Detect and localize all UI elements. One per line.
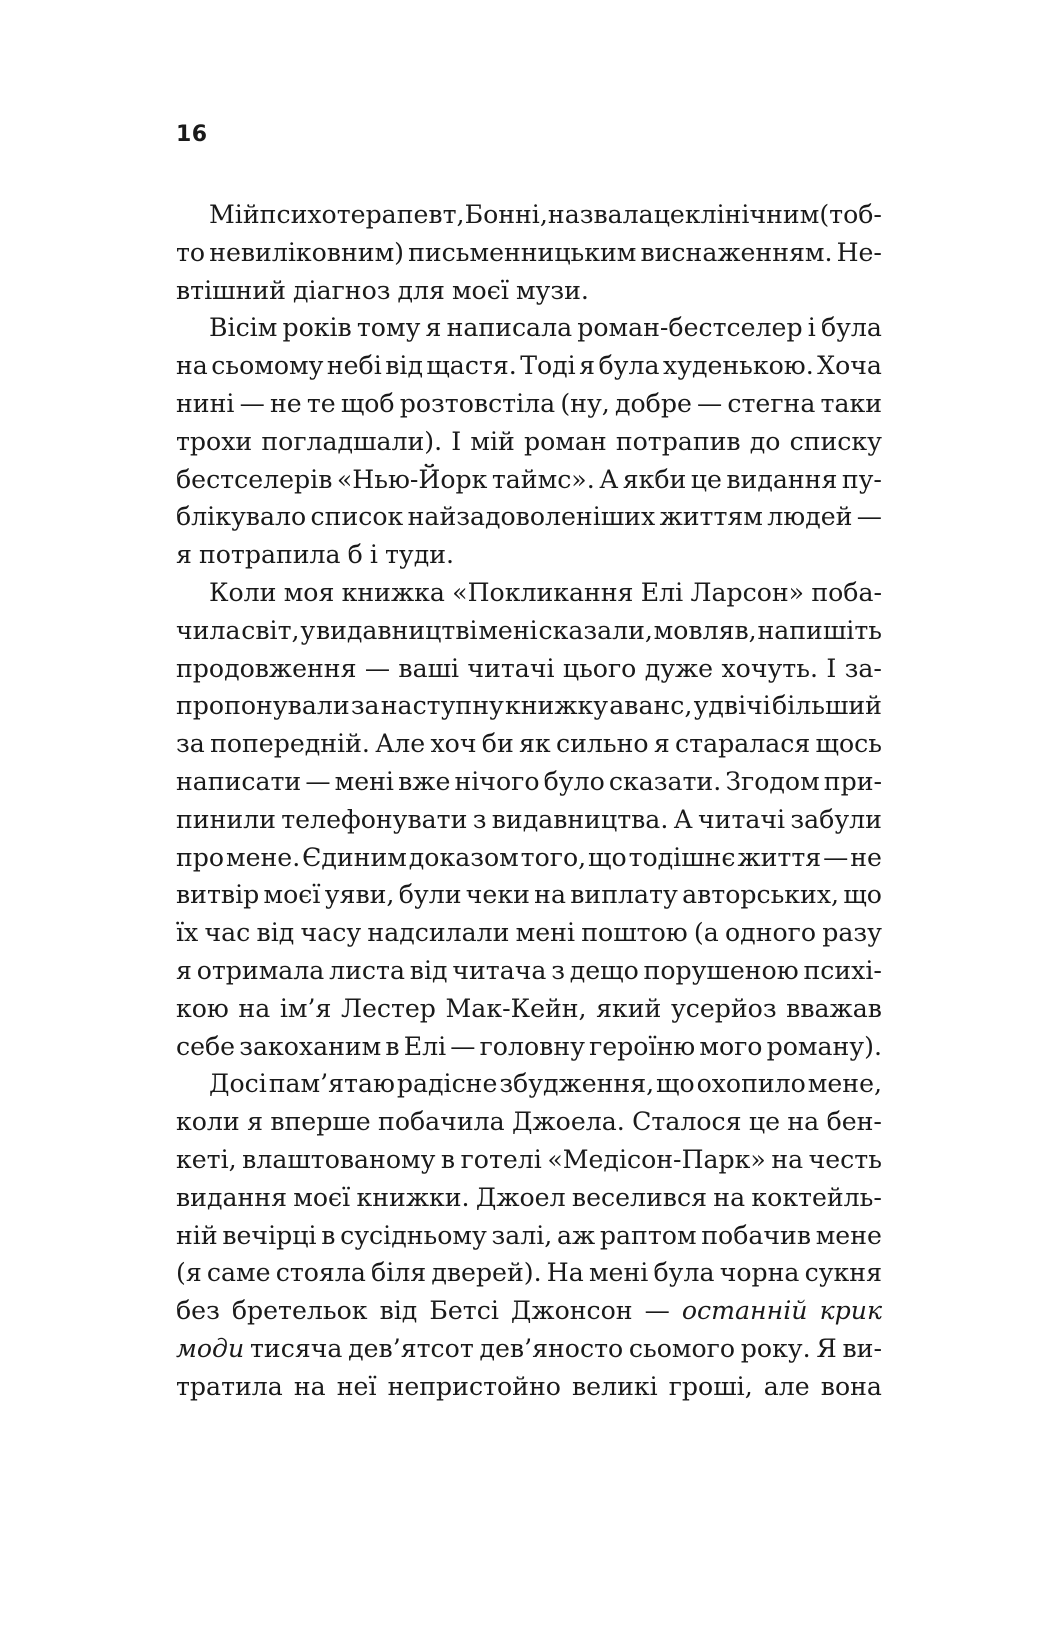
word: моєї [293, 1182, 351, 1212]
word: психі- [803, 955, 882, 985]
word: авторських, [682, 880, 840, 910]
word: то [176, 237, 206, 267]
word: Мак-Кейн, [445, 993, 587, 1023]
word: на [713, 1182, 746, 1212]
word: мене [815, 1220, 882, 1250]
word: — [239, 388, 265, 418]
text-line [176, 990, 882, 1028]
text-line [176, 423, 882, 461]
word: себе [176, 1031, 236, 1061]
word: це [690, 464, 722, 494]
word: мені [478, 615, 538, 645]
word: що [656, 1069, 695, 1099]
word: було [543, 766, 605, 796]
word: читачі [698, 804, 786, 834]
word: саме [206, 1258, 271, 1288]
word: більший [772, 691, 882, 721]
word: головну [479, 1031, 585, 1061]
word: залі, [491, 1220, 553, 1250]
word: бестселерів [176, 464, 333, 494]
word: крик [819, 1296, 882, 1326]
word: мені [515, 918, 576, 948]
word: список [310, 502, 404, 532]
word: роману). [766, 1031, 882, 1061]
word: дверей). [431, 1258, 542, 1288]
word: пам’ятаю [268, 1069, 395, 1099]
word: — [450, 1031, 476, 1061]
text-line [176, 839, 882, 877]
word: того, [520, 842, 587, 872]
word: Вісім [209, 313, 278, 343]
word: ній [176, 1220, 218, 1250]
word: І [826, 653, 837, 683]
word: те [306, 388, 336, 418]
word: найзадоволеніших [407, 502, 656, 532]
word: нині [176, 388, 235, 418]
word: від [385, 351, 423, 381]
word: клінічним [684, 200, 820, 229]
word: І [451, 426, 462, 456]
word: з [551, 955, 565, 985]
word: Джонсон [510, 1296, 633, 1326]
word: часу [300, 918, 362, 948]
word: непристойно [387, 1371, 561, 1401]
word: Згодом [725, 766, 820, 796]
word: одного [725, 918, 817, 948]
word: худенькою. [662, 351, 814, 381]
word: року. [740, 1333, 811, 1363]
word: моди [176, 1333, 245, 1363]
word: біля [371, 1258, 427, 1288]
text-line [176, 725, 882, 763]
word: Елі [403, 1031, 447, 1061]
word: закоханим [239, 1031, 382, 1061]
word: сьомого [628, 1333, 736, 1363]
word: світ, [241, 615, 300, 645]
word: пу- [841, 464, 882, 494]
word: збудження, [499, 1069, 655, 1099]
text-line [176, 1368, 882, 1406]
word: таймс». [491, 464, 595, 494]
word: сильно [555, 729, 649, 759]
word: для [397, 275, 445, 305]
word: вона [820, 1371, 882, 1401]
word: були [398, 880, 462, 910]
word: — [856, 502, 882, 532]
word: в [321, 1220, 336, 1250]
word: уяви, [324, 880, 395, 910]
word: життям [659, 502, 763, 532]
word: побачив [701, 1220, 812, 1250]
word: таки [820, 388, 882, 418]
word: тому [356, 313, 421, 343]
word: з [472, 804, 487, 834]
text-line [176, 914, 882, 952]
word: Мій [209, 200, 260, 229]
text-line [176, 498, 882, 536]
word: добре [614, 388, 692, 418]
word: сказали, [538, 615, 653, 645]
text-line [176, 1330, 882, 1368]
word: пропонували [176, 691, 350, 721]
word: раптом [599, 1220, 697, 1250]
text-line [176, 196, 882, 234]
word: блікувало [176, 502, 307, 532]
word: удвічі [693, 691, 771, 721]
word: готелі [460, 1144, 542, 1174]
word: мені [588, 1258, 649, 1288]
word: (ну, [560, 388, 610, 418]
word: Джоел [475, 1182, 566, 1212]
word: мені [334, 766, 394, 796]
word: Лестер [340, 993, 436, 1023]
word: продовження [176, 653, 357, 683]
word: веселився [571, 1182, 707, 1212]
word: щоб [340, 388, 395, 418]
word: написала [446, 313, 573, 343]
word: — [364, 653, 391, 683]
word: напишіть [757, 615, 882, 645]
word: про [176, 842, 225, 872]
word: читача [452, 955, 547, 985]
word: письменницьким [408, 237, 637, 267]
word: — [305, 766, 331, 796]
word: у [300, 615, 316, 645]
word: небі [326, 351, 382, 381]
word: мене, [807, 1069, 882, 1099]
word: вже [398, 766, 451, 796]
word: мого [699, 1031, 763, 1061]
word: я [247, 1107, 263, 1137]
page-number: 16 [176, 122, 208, 147]
word: На [546, 1258, 584, 1288]
word: музи. [515, 275, 589, 305]
text-line [176, 385, 882, 423]
word: читачі [467, 653, 555, 683]
text-line [176, 574, 882, 612]
word: стегна [727, 388, 816, 418]
word: який [596, 993, 662, 1023]
word: А [673, 804, 693, 834]
word: (а [693, 918, 719, 948]
word: дуже [644, 653, 714, 683]
word: Але [375, 729, 426, 759]
word: — [644, 1296, 670, 1326]
word: Бонні, [464, 200, 548, 229]
word: психотерапевт, [259, 200, 465, 229]
word: Ларсон» [690, 577, 805, 607]
word: я [425, 313, 442, 343]
word: мене. [226, 842, 301, 872]
word: книжка [341, 577, 445, 607]
word: честь [808, 1144, 882, 1174]
word: поба- [811, 577, 882, 607]
word: років [282, 313, 352, 343]
word: чила [176, 615, 241, 645]
word: дев’яносто [479, 1333, 624, 1363]
word: надсилали [367, 918, 510, 948]
word: витвір [176, 880, 260, 910]
text-line [176, 1141, 882, 1179]
word: не [850, 842, 882, 872]
word: кеті, [176, 1144, 237, 1174]
text-line [176, 234, 882, 272]
text-line [176, 1065, 882, 1103]
word: на [176, 351, 208, 381]
text-line [176, 612, 882, 650]
word: разу [822, 918, 882, 948]
word: телефонувати [281, 804, 468, 834]
word: погладшали). [261, 426, 443, 456]
word: на [787, 1107, 820, 1137]
word: ви- [842, 1333, 882, 1363]
word: за- [844, 653, 882, 683]
word: «Нью-Йорк [336, 464, 488, 494]
word: час [204, 918, 251, 948]
word: була [653, 1258, 715, 1288]
word: Бетсі [429, 1296, 499, 1326]
word: Досі [209, 1069, 267, 1099]
text-line [176, 347, 882, 385]
word: але [763, 1371, 810, 1401]
word: видавництві [315, 615, 478, 645]
word: Джоела. [512, 1107, 625, 1137]
word: видання [176, 1182, 287, 1212]
word: чорна [719, 1258, 800, 1288]
word: в [440, 1144, 456, 1174]
word: людей [767, 502, 853, 532]
word: — [823, 842, 849, 872]
word: порушеною [643, 955, 799, 985]
word: це [748, 1107, 781, 1137]
word: побачила [378, 1107, 505, 1137]
word: потрапила [198, 540, 341, 570]
word: Сталося [632, 1107, 742, 1137]
text-line [176, 1292, 882, 1330]
word: при- [823, 766, 882, 796]
word: життя [737, 842, 822, 872]
text-line [176, 687, 882, 725]
word: чеки [465, 880, 530, 910]
word: влаштованому [242, 1144, 436, 1174]
word: на [293, 1371, 326, 1401]
word: аж [557, 1220, 596, 1250]
word: старалася [675, 729, 811, 759]
word: за [176, 729, 205, 759]
word: гроші, [668, 1371, 753, 1401]
word: вперше [270, 1107, 371, 1137]
word: видавництва. [491, 804, 669, 834]
word: попередній. [210, 729, 370, 759]
word: мій [470, 426, 515, 456]
word: кою [176, 993, 229, 1023]
word: на [238, 993, 271, 1023]
word: за [350, 691, 380, 721]
word: ім’я [279, 993, 332, 1023]
word: назвала [547, 200, 654, 229]
text-line [176, 461, 882, 499]
text-line [176, 763, 882, 801]
word: тратила [176, 1371, 283, 1401]
word: списку [789, 426, 882, 456]
word: від [409, 955, 448, 985]
word: роман-бестселер [577, 313, 803, 343]
word: що [588, 842, 627, 872]
word: виснаженням. [640, 237, 833, 267]
word: до [749, 426, 781, 456]
word: поштою [581, 918, 688, 948]
word: їх [176, 918, 199, 948]
text-line [176, 536, 882, 574]
word: від [379, 1296, 418, 1326]
word: була [820, 313, 882, 343]
word: моя [283, 577, 335, 607]
word: роман [523, 426, 607, 456]
word: ваші [398, 653, 460, 683]
word: діагноз [293, 275, 391, 305]
word: цього [562, 653, 637, 683]
word: і [807, 313, 816, 343]
text-line [176, 650, 882, 688]
word: вечірці [222, 1220, 317, 1250]
word: бретельок [231, 1296, 368, 1326]
word: я [579, 351, 596, 381]
word: тодішнє [628, 842, 736, 872]
word: сусідньому [340, 1220, 487, 1250]
word: коли [176, 1107, 240, 1137]
word: розтовстіла [399, 388, 556, 418]
word: книжку [505, 691, 609, 721]
word: це [653, 200, 685, 229]
word: я [176, 955, 192, 985]
word: Єдиним [302, 842, 407, 872]
word: від [256, 918, 295, 948]
word: нічого [454, 766, 540, 796]
word: що [843, 880, 882, 910]
word: героїню [589, 1031, 696, 1061]
word: хоч [430, 729, 477, 759]
text-line [176, 272, 882, 310]
word: була [598, 351, 660, 381]
word: «Медісон-Парк» [547, 1144, 766, 1174]
text-line [176, 1103, 882, 1141]
text-line [176, 1028, 882, 1066]
text-line [176, 876, 882, 914]
word: би [481, 729, 514, 759]
word: щастя. [426, 351, 517, 381]
word: радісне [396, 1069, 498, 1099]
word: усерйоз [670, 993, 777, 1023]
word: трохи [176, 426, 253, 456]
word: як [519, 729, 551, 759]
word: Не- [836, 237, 882, 267]
word: потрапив [615, 426, 741, 456]
word: моєї [263, 880, 321, 910]
word: сьомому [211, 351, 324, 381]
word: бен- [826, 1107, 882, 1137]
word: б [347, 540, 363, 570]
word: моєї [451, 275, 509, 305]
word: виплату [570, 880, 678, 910]
word: (тоб- [819, 200, 882, 229]
word: Тоді [520, 351, 576, 381]
word: я [653, 729, 670, 759]
word: написати [176, 766, 302, 796]
word: забули [790, 804, 882, 834]
word: (я [176, 1258, 202, 1288]
text-line [176, 1217, 882, 1255]
text-line [176, 1179, 882, 1217]
word: на [771, 1144, 804, 1174]
word: дев’ятсот [348, 1333, 474, 1363]
word: щось [815, 729, 882, 759]
word: охопило [696, 1069, 806, 1099]
word: туди. [384, 540, 454, 570]
word: дещо [569, 955, 639, 985]
word: в [385, 1031, 400, 1061]
word: не [269, 388, 302, 418]
word: на [534, 880, 566, 910]
word: видання [726, 464, 838, 494]
word: Коли [209, 577, 277, 607]
word: коктейль- [751, 1182, 882, 1212]
word: я [176, 540, 192, 570]
word: листа [329, 955, 405, 985]
word: втішний [176, 275, 286, 305]
word: неї [336, 1371, 377, 1401]
word: Елі [640, 577, 684, 607]
word: вважав [786, 993, 882, 1023]
word: хочуть. [721, 653, 818, 683]
word: тисяча [249, 1333, 343, 1363]
text-line [176, 1254, 882, 1292]
word: мовляв, [653, 615, 757, 645]
word: без [176, 1296, 220, 1326]
word: книжки. [356, 1182, 470, 1212]
word: «Покликання [452, 577, 634, 607]
word: доказом [408, 842, 519, 872]
word: сукня [804, 1258, 882, 1288]
word: великі [571, 1371, 658, 1401]
word: Хоча [817, 351, 882, 381]
word: наступну [380, 691, 504, 721]
word: Я [816, 1333, 837, 1363]
word: невиліковним) [209, 237, 404, 267]
word: аванс, [609, 691, 693, 721]
text-line [176, 801, 882, 839]
word: — [697, 388, 723, 418]
word: пинили [176, 804, 276, 834]
text-line [176, 952, 882, 990]
word: стояла [275, 1258, 366, 1288]
word: і [369, 540, 378, 570]
body-text [176, 196, 882, 1406]
word: отримала [196, 955, 325, 985]
word: якби [622, 464, 687, 494]
text-line [176, 309, 882, 347]
word: останній [681, 1296, 808, 1326]
word: сказати. [608, 766, 722, 796]
word: А [599, 464, 619, 494]
